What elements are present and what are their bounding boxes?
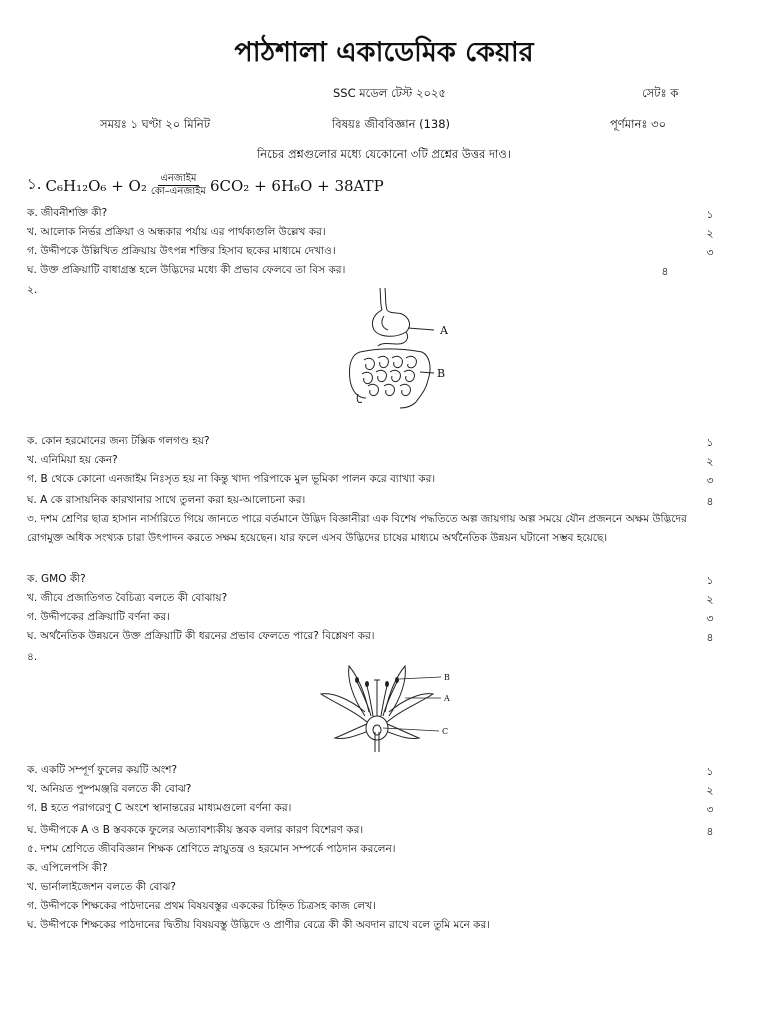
q1-part-kha: খ. আলোক নির্ভর প্রক্রিয়া ও অন্ধকার পর্যায় এর পার্থক্যগুলি উল্লেখ কর। (27, 226, 326, 238)
q4-mark-ga: ৩ (706, 803, 714, 816)
q2-number: ২. (27, 284, 38, 296)
flower-diagram (315, 660, 460, 752)
q3-part-kha: খ. জীবে প্রজাতিগত বৈচিত্র্য বলতে কী বোঝায়? (27, 592, 228, 604)
q1-mark-ga: ৩ (706, 246, 714, 259)
q3-mark-gha: ৪ (706, 631, 714, 644)
digestive-system-diagram (330, 284, 460, 412)
q1-part-ka: ক. জীবনীশক্তি কী? (27, 207, 108, 219)
label-b: B (444, 673, 450, 682)
q2-part-ka: ক. কোন হরমোনের জন্য টক্সিক গলগণ্ড হয়? (27, 435, 210, 447)
catalyst-top: এনজাইম (160, 173, 197, 184)
label-a: A (444, 694, 450, 703)
q1-equation (27, 173, 384, 198)
exam-name: SSC মডেল টেস্ট ২০২৫ (333, 86, 446, 100)
label-b: B (437, 367, 446, 380)
q1-number: ১. (27, 175, 42, 193)
q3-mark-kha: ২ (706, 593, 714, 606)
q5-part-ka: ক. এপিলেপসি কী? (27, 862, 108, 874)
q2-part-ga: গ. B থেকে কোনো এনজাইম নিঃসৃত হয় না কিন্তু খাদ্য পরিপাকে মুল ভূমিকা পালন করে ব্যাখ্যা কর। (27, 473, 436, 485)
label-c: C (442, 727, 449, 736)
q1-mark-ka: ১ (706, 208, 714, 221)
catalyst-bottom: কো–এনজাইম (150, 186, 206, 197)
q4-part-ga: গ. B হতে পরাগরেণু C অংশে স্থানান্তরের মাধ্যমগুলো বর্ণনা কর। (27, 802, 292, 814)
q3-mark-ga: ৩ (706, 612, 714, 625)
q3-stem: ৩. দশম শ্রেণির ছাত্র হাসান নার্সারিতে গিয়ে জানতে পারে বর্তমানে উদ্ভিদ বিজ্ঞানীরা এক বিশেষ পদ্ধতিতে অল্প জায়গায় অল্প সময়ে যৌন প্রজননে অক্ষম উদ্ভিদের রোগমুক্ত অধিক সংখ্যক চারা উৎপাদন করতে সক্ষম হয়েছেন। যার ফলে এসব উদ্ভিদের চাষের মাধ্যমে অর্থনৈতিক উন্নয়ন ঘটানো সম্ভব হয়েছে। (27, 513, 687, 544)
equation-catalyst (151, 173, 206, 198)
q3-part-ga: গ. উদ্দীপকের প্রক্রিয়াটি বর্ণনা কর। (27, 611, 170, 623)
q4-part-gha: ঘ. উদ্দীপকে A ও B স্তবককে ফুলের অত্যাবশ্যকীয় স্তবক বলার কারণ বিশেরণ কর। (27, 824, 364, 836)
equation-reactants: C₆H₁₂O₆ + O₂ (45, 176, 147, 195)
q4-mark-gha: ৪ (706, 825, 714, 838)
q4-number: ৪. (27, 651, 38, 663)
set-label: সেটঃ ক (642, 86, 679, 100)
q3-part-gha: ঘ. অর্থনৈতিক উন্নয়নে উক্ত প্রক্রিয়াটি কী ধরনের প্রভাব ফেলতে পারে? বিশ্লেষণ কর। (27, 630, 375, 642)
q3-mark-ka: ১ (706, 574, 714, 587)
q1-mark-kha: ২ (706, 227, 714, 240)
q1-part-gha: ঘ. উক্ত প্রক্রিয়াটি বাধাগ্রস্ত হলে উদ্ভিদের মধ্যে কী প্রভাব ফেলবে তা বিস কর। (27, 264, 346, 276)
page-title: পাঠশালা একাডেমিক কেয়ার (234, 37, 534, 68)
subject-label: বিষয়ঃ জীববিজ্ঞান (138) (332, 117, 451, 131)
q2-mark-ka: ১ (706, 436, 714, 449)
q5-part-gha: ঘ. উদ্দীপকে শিক্ষকের পাঠদানের দ্বিতীয় বিষয়বস্তু উদ্ভিদে ও প্রাণীর বেত্রে কী কী অবদান রাখে বলে তুমি মনে কর। (27, 919, 491, 931)
q3-part-ka: ক. GMO কী? (27, 573, 86, 585)
q1-part-ga: গ. উদ্দীপকে উল্লিখিত প্রক্রিয়ায় উৎপন্ন শক্তির হিসাব ছকের মাধ্যমে দেখাও। (27, 245, 336, 257)
time-label: সময়ঃ ১ ঘণ্টা ২০ মিনিট (100, 117, 211, 131)
q2-part-gha: ঘ. A কে রাসায়নিক কারখানার সাথে তুলনা করা হয়-আলোচনা কর। (27, 494, 306, 506)
q4-mark-ka: ১ (706, 765, 714, 778)
q1-mark-gha: ৪ (661, 265, 669, 278)
full-marks-label: পূর্ণমানঃ ৩০ (610, 117, 667, 131)
q2-part-kha: খ. এনিমিয়া হয় কেন? (27, 454, 118, 466)
q5-part-kha: খ. ভার্নালাইজেশন বলতে কী বোঝ? (27, 881, 176, 893)
q2-mark-ga: ৩ (706, 474, 714, 487)
label-a: A (440, 324, 448, 337)
q2-mark-kha: ২ (706, 455, 714, 468)
q4-part-kha: খ. অনিয়ত পুষ্পমঞ্জরি বলতে কী বোঝ? (27, 783, 192, 795)
instruction: নিচের প্রশ্নগুলোর মধ্যে যেকোনো ৩টি প্রশ্নের উত্তর দাও। (257, 147, 511, 161)
q2-mark-gha: ৪ (706, 495, 714, 508)
equation-products: 6CO₂ + 6H₆O + 38ATP (209, 176, 384, 195)
q5-part-ga: গ. উদ্দীপকে শিক্ষকের পাঠদানের প্রথম বিষয়বস্তুর এককের চিহ্নিত চিত্রসহ কাজ লেখ। (27, 900, 376, 912)
q4-mark-kha: ২ (706, 784, 714, 797)
q4-part-ka: ক. একটি সম্পূর্ণ ফুলের কয়টি অংশ? (27, 764, 178, 776)
q5-stem: ৫. দশম শ্রেণিতে জীববিজ্ঞান শিক্ষক শ্রেণিতে স্নায়ুতন্ত্র ও হরমোন সম্পর্কে পাঠদান করলেন। (27, 843, 396, 855)
